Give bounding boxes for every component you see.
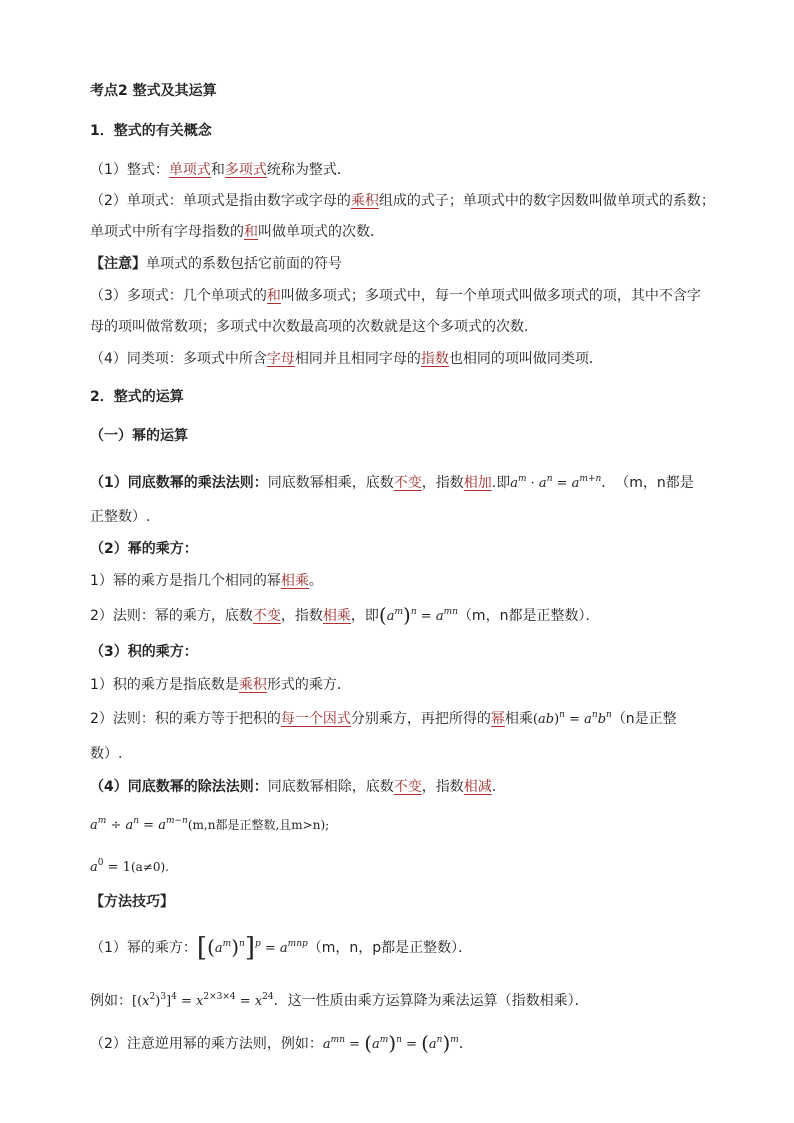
formula-power: $(a^m)^n = a^{mn}$ xyxy=(378,603,458,627)
rule-multiplication: （1）同底数幂的乘法法则：同底数幂相乘，底数不变，指数相加.即$a^m \cdot a^n = a^{m+n}$． （m，n都是 xyxy=(90,474,694,491)
rule-product-power-cont: 数）. xyxy=(90,746,123,762)
formula-example: $[(x^2)^3]^4 = x^{2\times 3\times 4} = x^{24}$ xyxy=(132,992,274,1009)
paragraph-monomial: （2）单项式：单项式是指由数字或字母的乘积组成的式子；单项式中的数字因数叫做单项式的系数； xyxy=(90,193,715,209)
formula-product-power: $(ab)^n = a^nb^n$ xyxy=(532,710,612,727)
formula-division-line: $a^m \div a^n = a^{m-n}(m,n$都是正整数,且m>n); xyxy=(90,816,330,833)
rule-division: （4）同底数幂的除法法则：同底数幂相除，底数不变，指数相减. xyxy=(90,779,497,795)
formula-zero-power: $a^0 = 1$ xyxy=(90,858,131,875)
rule-power-def: 1）幂的乘方是指几个相同的幂相乘。 xyxy=(90,573,323,589)
rule-product-power-law: 2）法则：积的乘方等于把积的每一个因式分别乘方，再把所得的幂相乘$(ab)^n = a^nb^n(n$是正整 xyxy=(90,710,677,727)
formula-triple-power: $[(a^m)^n]^p = a^{mnp}$ xyxy=(196,933,308,963)
rule-product-power-heading: （3）积的乘方： xyxy=(90,644,198,660)
paragraph-polynomial: （1）整式：单项式和多项式统称为整式． xyxy=(90,162,351,178)
formula-product: $a^m \cdot a^n = a^{m+n}$ xyxy=(510,474,602,491)
rule-product-power-def: 1）积的乘方是指底数是乘积形式的乘方． xyxy=(90,677,351,693)
paragraph-multinomial: （3）多项式：几个单项式的和叫做多项式；多项式中，每一个单项式叫做多项式的项，其中不含字 xyxy=(90,288,701,304)
rule-power-heading: （2）幂的乘方： xyxy=(90,541,198,557)
tip-power-of-power: （1）幂的乘方：$[(a^m)^n]^p = a^{mnp}(m$，n，p都是正整数）． xyxy=(90,933,473,963)
formula-inverse: $a^{mn} = (a^m)^n = (a^n)^m$ xyxy=(322,1031,459,1055)
formula-division: $a^m \div a^n = a^{m-n}$ xyxy=(90,816,188,833)
note: 【注意】单项式的系数包括它前面的符号 xyxy=(90,256,342,272)
section-heading-1: 1．整式的有关概念 xyxy=(90,123,212,139)
tips-heading: 【方法技巧】 xyxy=(90,894,174,910)
formula-zero-power-line: $a^0 = 1(a\ne 0)$. xyxy=(90,858,169,875)
paragraph-monomial-cont: 单项式中所有字母指数的和叫做单项式的次数． xyxy=(90,224,384,240)
page-title: 考点2 整式及其运算 xyxy=(90,83,217,99)
tip-example: 例如：$[(x^2)^3]^4 = x^{2\times 3\times 4} = x^{24}$．这一性质由乘方运算降为乘法运算（指数相乘）． xyxy=(90,992,589,1009)
paragraph-multinomial-cont: 母的项叫做常数项；多项式中次数最高项的次数就是这个多项式的次数． xyxy=(90,319,538,335)
rule-power-law: 2）法则：幂的乘方，底数不变，指数相乘，即$(a^m)^n = a^{mn}(m$，n都是正整数）． xyxy=(90,603,600,627)
section-heading-2: 2．整式的运算 xyxy=(90,389,184,405)
subsection-power: （一）幂的运算 xyxy=(90,428,188,444)
rule-multiplication-cont: 正整数）. xyxy=(90,509,151,525)
paragraph-like-terms: （4）同类项：多项式中所含字母相同并且相同字母的指数也相同的项叫做同类项． xyxy=(90,351,603,367)
tip-inverse: （2）注意逆用幂的乘方法则，例如：$a^{mn} = (a^m)^n = (a^n)^m$． xyxy=(90,1031,473,1055)
